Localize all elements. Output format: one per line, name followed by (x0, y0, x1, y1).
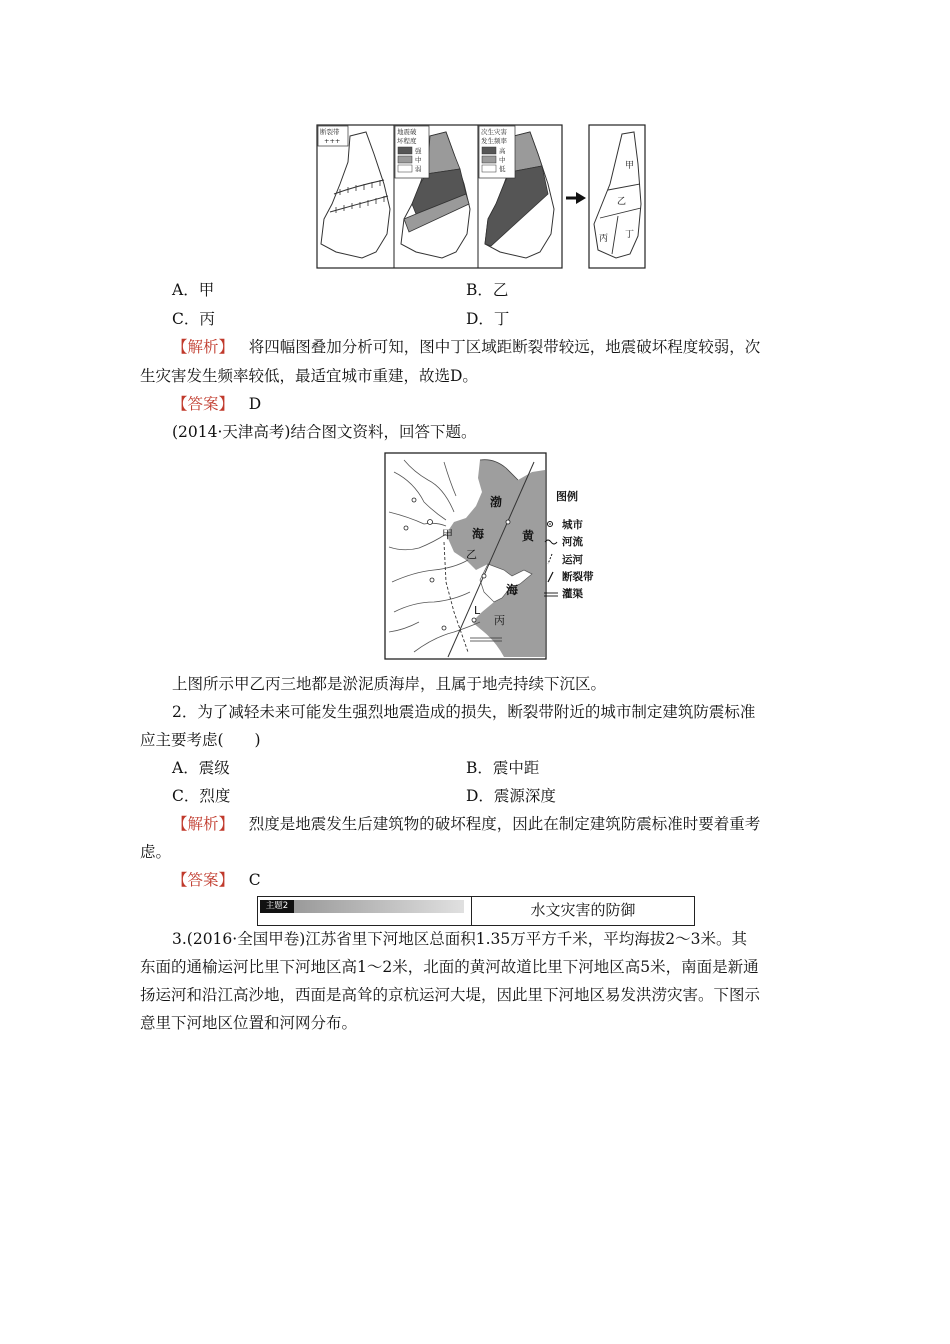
panel2-legend-title-1: 地震破 (397, 128, 417, 136)
q2-option-c: C．烈度 (172, 787, 231, 805)
q1-answer (172, 393, 852, 415)
answer-value: C (248, 871, 261, 889)
figure-bohai-map (384, 452, 610, 662)
panel3-legend-title-1: 次生灾害 (481, 128, 507, 136)
legend-title: 图例 (556, 490, 578, 503)
result-label-bing: 丙 (599, 234, 609, 244)
topic-badge-strip (294, 900, 464, 913)
panel2-legend-weak: 弱 (415, 165, 422, 173)
panel-fault-belt (318, 126, 390, 258)
q2-analysis-line2: 虑。 (140, 843, 172, 861)
answer-value: D (248, 395, 262, 413)
panel1-legend-title: 断裂带 (320, 128, 340, 136)
canal-icon (548, 554, 552, 564)
q1-option-c: C．丙 (172, 310, 215, 328)
q2-analysis-line1 (172, 813, 852, 835)
result-label-jia: 甲 (625, 161, 635, 171)
panel2-legend-medium: 中 (415, 156, 422, 164)
panel2-legend-title-2: 坏程度 (397, 137, 417, 145)
panel-secondary-disaster-frequency (479, 126, 554, 258)
topic-title: 水文灾害的防御 (530, 901, 636, 919)
q2-stem-line1: 2．为了减轻未来可能发生强烈地震造成的损失，断裂带附近的城市制定建筑防震标准 (172, 703, 756, 721)
map-legend (544, 489, 594, 600)
legend-irrigation: 灌渠 (562, 588, 583, 600)
map-label-l: L (474, 604, 481, 617)
map-label-bing: 丙 (494, 614, 505, 627)
q2-answer (172, 869, 852, 891)
answer-tag: 【答案】 (172, 871, 235, 889)
legend-fault: 断裂带 (562, 571, 594, 583)
analysis-tag: 【解析】 (172, 815, 235, 833)
map-label-huang: 黄 (522, 529, 535, 543)
q2-stem-line2: 应主要考虑( ) (140, 731, 261, 749)
q1-analysis-line1 (172, 336, 852, 358)
q1-option-b: B．乙 (466, 281, 509, 299)
q3-stem-line1: 3.(2016·全国甲卷)江苏省里下河地区总面积1.35万平方千米，平均海拔2～3米。其 (172, 930, 747, 948)
panel1-legend-symbol: +++ (324, 137, 341, 145)
panel3-legend-medium: 中 (499, 156, 506, 164)
map-label-hai-2: 海 (506, 583, 519, 597)
river-icon (545, 540, 557, 544)
panel3-legend-high: 高 (499, 147, 506, 155)
q3-stem-line4: 意里下河地区位置和河网分布。 (140, 1014, 358, 1032)
q2-option-b: B．震中距 (466, 759, 540, 777)
analysis-tag: 【解析】 (172, 338, 235, 356)
panel3-legend-low: 低 (499, 165, 506, 173)
q2-option-a: A．震级 (172, 759, 230, 777)
result-label-ding: 丁 (625, 230, 635, 240)
topic-badge-cell (258, 897, 472, 925)
legend-river: 河流 (562, 536, 583, 548)
panel2-legend-strong: 强 (415, 147, 422, 155)
analysis-text: 烈度是地震发生后建筑物的破坏程度，因此在制定建筑防震标准时要着重考 (248, 815, 761, 833)
legend-canal: 运河 (562, 554, 583, 566)
q3-stem-line3: 扬运河和沿江高沙地，西面是高耸的京杭运河大堤，因此里下河地区易发洪涝灾害。下图示 (140, 986, 761, 1004)
panel3-legend-title-2: 发生频率 (481, 137, 507, 145)
legend-city: 城市 (562, 519, 583, 531)
topic-badge: 主题2 (260, 900, 294, 913)
map-label-bo: 渤 (490, 495, 503, 509)
result-label-yi: 乙 (617, 197, 627, 207)
map-label-yi: 乙 (466, 548, 477, 561)
topic-header (257, 896, 695, 926)
figure-caption: 上图所示甲乙丙三地都是淤泥质海岸，且属于地壳持续下沉区。 (172, 675, 607, 693)
q3-stem-line2: 东面的通榆运河比里下河地区高1～2米，北面的黄河故道比里下河地区高5米，南面是新通 (140, 958, 759, 976)
analysis-text: 将四幅图叠加分析可知，图中丁区域距断裂带较远，地震破坏程度较弱，次 (248, 338, 761, 356)
map-label-hai-1: 海 (472, 527, 485, 541)
panel-damage-degree (395, 126, 470, 258)
q1-option-d: D．丁 (466, 310, 510, 328)
figure-fault-overlay (316, 124, 646, 272)
answer-tag: 【答案】 (172, 395, 235, 413)
map-label-jia: 甲 (442, 528, 453, 541)
fault-icon (548, 572, 553, 582)
panel-result-zones (589, 125, 645, 268)
q2-option-d: D．震源深度 (466, 787, 556, 805)
source-intro: (2014·天津高考)结合图文资料，回答下题。 (172, 423, 477, 441)
q1-analysis-line2: 生灾害发生频率较低，最适宜城市重建，故选D。 (140, 367, 478, 385)
arrow-right-icon (566, 192, 586, 204)
q1-option-a: A．甲 (172, 281, 215, 299)
